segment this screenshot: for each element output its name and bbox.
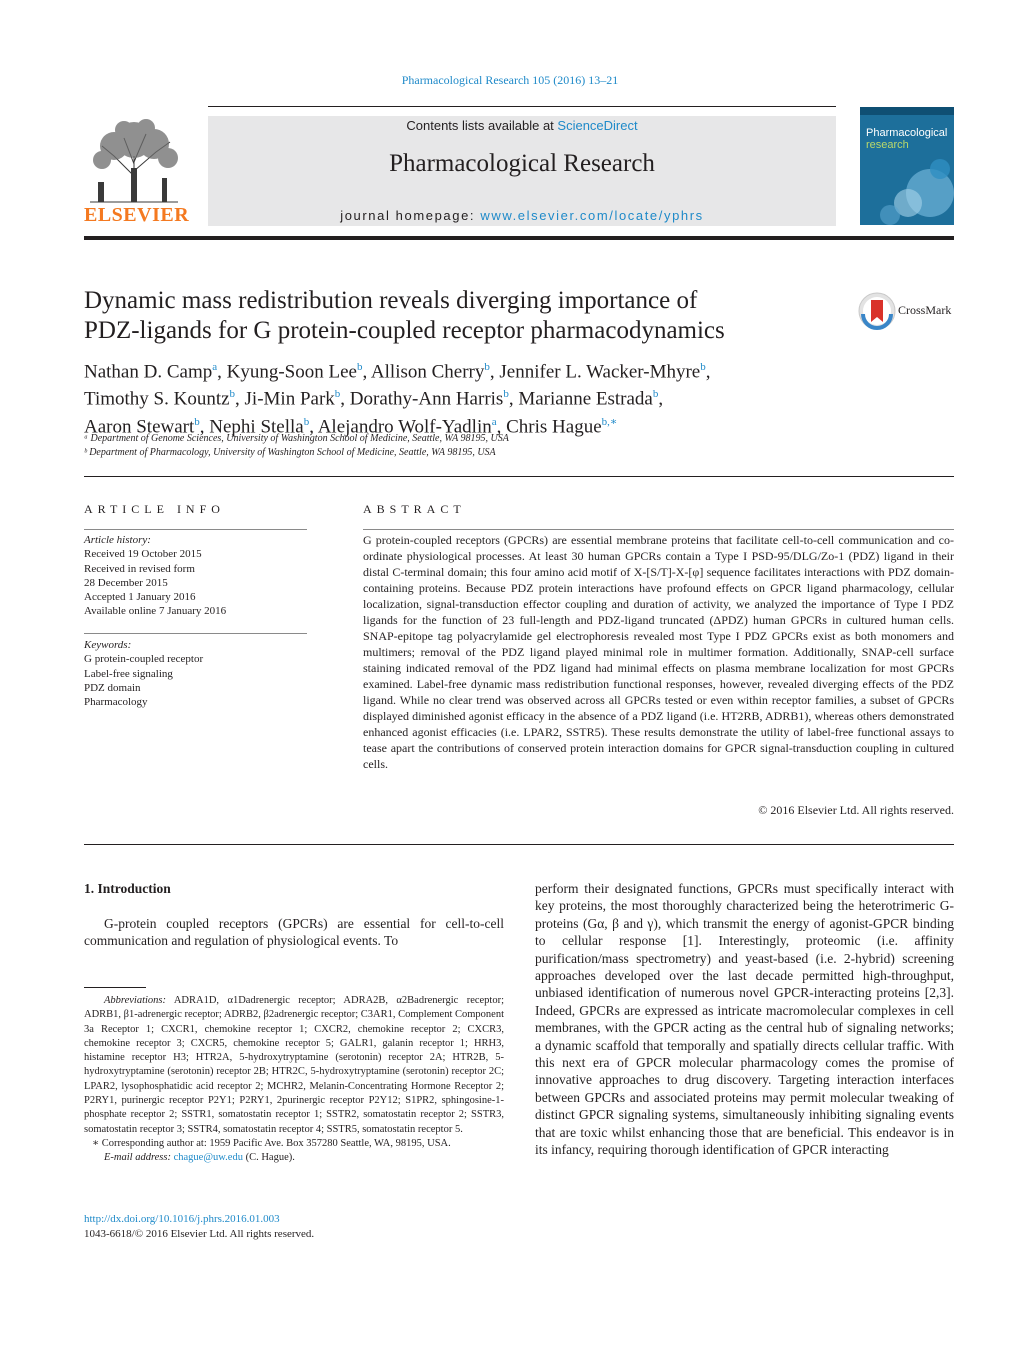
email-link[interactable]: chague@uw.edu [173, 1152, 243, 1164]
author-separator: , [705, 361, 711, 383]
article-title-line1: Dynamic mass redistribution reveals diverging importance of [84, 287, 698, 314]
footnotes [84, 994, 504, 1166]
abstract-text: G protein-coupled receptors (GPCRs) are essential membrane proteins that facilitate cell-to-cell communication and co-ordinate physiological processes. At least 30 human GPCRs contain a Type I PSD-95/DLG/Zo-1 (PDZ) ligand in their distal C-terminal domain; this four amino acid motif of X-[S/T]-X-[φ] sequence facilitates interactions with PDZ domain-containing proteins. Because PDZ protein interactions have profound effects on GPCR ligand pharmacology, cellular localization, signal-transduction effector coupling and duration of activity, we analyzed the importance of Type I PDZ ligands for the function of 23 full-length and PDZ-ligand truncated (ΔPDZ) human GPCRs in cultured human cells. SNAP-epitope tag polyacrylamide gel electrophoresis revealed most Type I PDZ GPCRs exist as both monomers and multimers; removal of the PDZ ligand played minimal role in multimer formation. Additionally, SNAP-cell surface staining indicated removal of the PDZ ligand had minimal effects on plasma membrane localization for most GPCRs examined. Label-free dynamic mass redistribution functional responses, however, revealed diverging effects of the PDZ ligand. While no clear trend was observed across all GPCRs tested or even within receptor families, a subset of GPCRs displayed diminished agonist efficacy in the absence of a PDZ ligand (i.e. HT2RB, ADRB1), whereas others demonstrated enhanced agonist efficacies (i.e. LPAR2, SSTR5). These results demonstrate the utility of label-free functional assays to tease apart the contributions of conserved protein interaction domains for GPCR signal-transduction coupling in cultured cells. [363, 533, 954, 771]
author-separator: , [658, 388, 664, 410]
email-suffix: (C. Hague). [242, 1152, 295, 1164]
author-name: Dorathy-Ann Harris [349, 388, 504, 410]
affiliation-b: ᵇ Department of Pharmacology, University of Washington School of Medicine, Seattle, WA 98195, USA [84, 447, 496, 458]
author-name: Aaron Stewart [84, 415, 195, 437]
footnote-rule [84, 987, 146, 988]
author-affiliation-marker[interactable]: b [229, 388, 236, 401]
author-separator: , [496, 415, 507, 437]
abbreviations-label: Abbreviations: [104, 995, 167, 1006]
cover-title-line1: Pharmacological [866, 127, 948, 139]
author-affiliation-marker[interactable]: b [356, 361, 363, 373]
doi-link[interactable]: http://dx.doi.org/10.1016/j.phrs.2016.01.003 [84, 1213, 280, 1225]
history-item: Available online 7 January 2016 [84, 605, 227, 618]
author-affiliation-marker[interactable]: b [503, 388, 509, 401]
author-name: Jennifer L. Wacker-Mhyre [499, 361, 701, 383]
author-affiliation-marker[interactable]: b [484, 361, 490, 373]
author-name: Allison Cherry [370, 361, 485, 383]
abstract-bottom-rule [84, 844, 954, 845]
crossmark-label: CrossMark [898, 303, 952, 317]
author-list [84, 356, 844, 438]
history-item: Received 19 October 2015 [84, 548, 202, 561]
email-label: E-mail address: [104, 1152, 174, 1164]
author-affiliation-marker[interactable]: b [334, 388, 341, 401]
article-title-line2: PDZ-ligands for G protein-coupled receptor pharmacodynamics [84, 317, 725, 344]
body-column-1: G-protein coupled receptors (GPCRs) are essential for cell-to-cell communication and regulation of physiological events. To [84, 916, 504, 949]
author-name: Timothy S. Kountz [84, 388, 230, 410]
article-title [84, 286, 804, 346]
author-separator: , [199, 415, 210, 437]
article-history [84, 533, 307, 619]
elsevier-wordmark: ELSEVIER [84, 204, 190, 226]
affiliation-rule [84, 476, 954, 477]
affiliation-a: ᵃ Department of Genome Sciences, University of Washington School of Medicine, Seattle, WA 98195, USA [84, 433, 509, 444]
bottom-info [84, 1212, 314, 1242]
author-name: Alejandro Wolf-Yadlin [317, 415, 492, 437]
author-name: Kyung-Soon Lee [226, 361, 357, 383]
keyword-item: G protein-coupled receptor [84, 653, 204, 666]
homepage-prefix: journal homepage: [340, 208, 481, 223]
author-affiliation-marker[interactable]: b [652, 388, 659, 401]
author-line-2 [84, 383, 844, 410]
crossmark-badge[interactable] [858, 292, 958, 330]
history-item: 28 December 2015 [84, 576, 168, 589]
article-info-label: ARTICLE INFO [84, 502, 225, 516]
article-history-header: Article history: [84, 534, 151, 546]
author-name: Nephi Stella [209, 415, 304, 437]
author-separator: , [235, 388, 245, 410]
email-footnote [84, 1151, 504, 1165]
journal-title: Pharmacological Research [389, 150, 655, 177]
journal-homepage [208, 208, 836, 223]
body-column-2: perform their designated functions, GPCRs must specifically interact with key proteins, the most thoroughly characterized being the heterotrimeric G-proteins (Gα, β and γ), which transmit the energy of agonist-GPCR binding to cellular response [1]. Interestingly, proteomic (i.e. affinity purification/mass spectrometry) and yeast-based (i.e. 2-hybrid) screening approaches developed over the last decade permitted high-throughput, unbiased identification of numerous novel GPCR-interacting proteins [2,3]. Indeed, GPCRs are expressed as intricate macromolecular complexes in cell membranes, with the GPCR acting as the central hub of signaling networks; a dynamic scaffold that temporally and spatially directs cellular traffic. With this next era of GPCR molecular pharmacology comes the promise of innovative approaches to drug discovery. Targeting interaction interfaces between GPCRs and associated proteins may permit molecular tweaking of distinct GPCR signaling systems, simultaneously inhibiting signaling events that are toxic whilst enhancing those that are beneficial. This endeavor is in its infancy, requiring thorough identification of GPCR interacting [535, 881, 954, 1158]
author-separator: , [489, 361, 500, 383]
keywords-rule [84, 633, 307, 634]
author-name: Ji-Min Park [244, 388, 335, 410]
author-separator: , [309, 415, 318, 437]
history-item: Received in revised form [84, 562, 195, 575]
author-separator: , [340, 388, 350, 410]
author-affiliation-marker[interactable]: b [700, 361, 706, 373]
crossmark-icon [858, 292, 896, 330]
issn-line: 1043-6618/© 2016 Elsevier Ltd. All rights reserved. [84, 1228, 315, 1240]
elsevier-tree-icon [84, 116, 184, 204]
author-affiliation-marker[interactable]: b [303, 415, 310, 428]
author-separator: , [217, 361, 227, 383]
author-affiliation-marker[interactable]: b,∗ [601, 415, 618, 428]
cover-title [866, 127, 947, 151]
sciencedirect-link[interactable]: ScienceDirect [557, 118, 638, 133]
keywords-header: Keywords: [84, 639, 132, 651]
section-heading-introduction: 1. Introduction [84, 881, 171, 896]
cover-title-line2: research [866, 139, 909, 151]
author-affiliation-marker[interactable]: b [194, 415, 200, 428]
keyword-item: Pharmacology [84, 696, 148, 709]
journal-reference-link[interactable]: Pharmacological Research 105 (2016) 13–21 [401, 73, 619, 87]
abbreviations-text: ADRA1D, α1Dadrenergic receptor; ADRA2B, α2Badrenergic receptor; ADRB1, β1-adrenergic receptor; ADRB2, β2adrenergic receptor; C3AR1, Complement Component 3a Receptor 1; CXCR1, chemokine receptor 1; CXCR2, chemokine receptor 2; CXCR3, chemokine receptor 3; CXCR5, chemokine receptor 5; GALR1, galanin receptor 1; HRH3, histamine receptor H3; HTR2A, 5-hydroxytryptamine (serotonin) receptor 2A; HTR2B, 5-hydroxytryptamine (serotonin) receptor 2B; HTR2C, 5-hydroxytryptamine (serotonin) receptor 2C; LPAR2, lysophosphatidic acid receptor 2; MCHR2, Melanin-Concentrating Hormone Receptor 2; P2RY1, purinergic receptor P2Y1; P2RY1, 2purinergic receptor P2Y12; S1PR2, sphingosine-1-phosphate receptor 2; SSTR1, somatostatin receptor 1; SSTR2, somatostatin receptor 2; SSTR3, somatostatin receptor 3; SSTR4, somatostatin receptor 4; SSTR5, somatostatin receptor 5. [84, 995, 505, 1135]
author-name: Chris Hague [506, 415, 602, 437]
history-item: Accepted 1 January 2016 [84, 591, 196, 604]
author-separator: , [362, 361, 371, 383]
author-name: Marianne Estrada [518, 388, 653, 410]
author-separator: , [508, 388, 519, 410]
keyword-item: Label-free signaling [84, 667, 173, 680]
abstract-copyright: © 2016 Elsevier Ltd. All rights reserved. [758, 803, 954, 817]
abbreviations-footnote [84, 994, 504, 1137]
author-affiliation-marker[interactable]: a [491, 415, 497, 428]
journal-cover[interactable] [860, 107, 954, 225]
author-line-1 [84, 356, 844, 383]
header-top-rule [208, 106, 836, 107]
author-affiliation-marker[interactable]: a [212, 361, 218, 373]
article-info-rule [84, 529, 307, 530]
journal-banner [208, 116, 836, 226]
homepage-link[interactable]: www.elsevier.com/locate/yphrs [480, 208, 704, 223]
keywords [84, 638, 307, 709]
corresponding-author: ∗ Corresponding author at: 1959 Pacific Ave. Box 357280 Seattle, WA, 98195, USA. [92, 1137, 451, 1149]
abstract-rule [363, 529, 954, 530]
contents-prefix: Contents lists available at [406, 118, 558, 133]
cover-art-icon [860, 107, 954, 225]
header-bottom-rule [84, 236, 954, 240]
keyword-item: PDZ domain [84, 681, 141, 694]
author-name: Nathan D. Camp [84, 361, 213, 383]
abstract-label: ABSTRACT [363, 502, 466, 516]
elsevier-logo [84, 116, 190, 228]
contents-line [208, 118, 836, 133]
